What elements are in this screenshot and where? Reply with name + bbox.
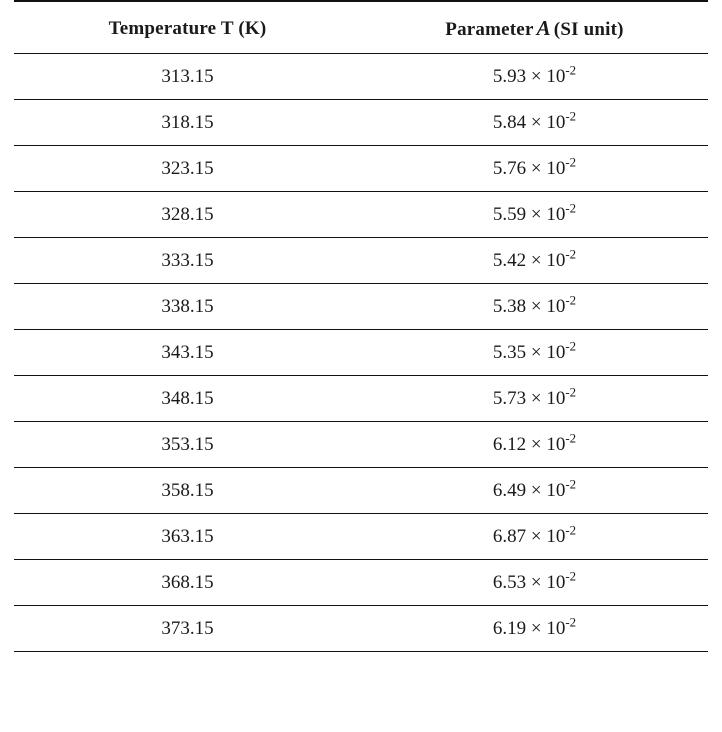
base: 10 bbox=[546, 618, 566, 639]
cell-temperature: 348.15 bbox=[14, 376, 361, 422]
cell-parameter-value bbox=[361, 54, 708, 100]
exponent: -2 bbox=[565, 108, 577, 124]
exponent: -2 bbox=[565, 62, 577, 78]
cell-parameter-value bbox=[361, 192, 708, 238]
table-row bbox=[14, 468, 708, 514]
exponent: -2 bbox=[565, 522, 577, 538]
cell-temperature: 363.15 bbox=[14, 514, 361, 560]
table-header-row bbox=[14, 1, 708, 54]
scientific-notation-value bbox=[492, 614, 577, 639]
exponent: -2 bbox=[565, 430, 577, 446]
scientific-notation-value bbox=[492, 108, 577, 133]
table-row bbox=[14, 606, 708, 652]
column-header-temperature-label: Temperature T (K) bbox=[108, 17, 267, 39]
scientific-notation-value bbox=[492, 338, 577, 363]
parameter-symbol: A bbox=[536, 16, 551, 40]
cell-temperature: 338.15 bbox=[14, 284, 361, 330]
column-header-parameter-label bbox=[445, 16, 623, 41]
base: 10 bbox=[546, 158, 566, 179]
table-row bbox=[14, 192, 708, 238]
mantissa: 5.42 bbox=[492, 250, 527, 271]
table-row bbox=[14, 330, 708, 376]
multiplication-sign: × bbox=[526, 618, 547, 639]
cell-temperature: 318.15 bbox=[14, 100, 361, 146]
base: 10 bbox=[546, 296, 566, 317]
mantissa: 6.53 bbox=[492, 572, 527, 593]
cell-temperature: 358.15 bbox=[14, 468, 361, 514]
multiplication-sign: × bbox=[526, 480, 547, 501]
cell-parameter-value bbox=[361, 468, 708, 514]
table-row bbox=[14, 238, 708, 284]
scientific-notation-value bbox=[492, 154, 577, 179]
cell-parameter-value bbox=[361, 100, 708, 146]
table-row bbox=[14, 100, 708, 146]
base: 10 bbox=[546, 572, 566, 593]
parameter-unit-text: (SI unit) bbox=[553, 19, 624, 40]
scientific-notation-value bbox=[492, 62, 577, 87]
base: 10 bbox=[546, 112, 566, 133]
base: 10 bbox=[546, 526, 566, 547]
cell-temperature: 373.15 bbox=[14, 606, 361, 652]
mantissa: 5.84 bbox=[492, 112, 527, 133]
cell-temperature: 313.15 bbox=[14, 54, 361, 100]
base: 10 bbox=[546, 204, 566, 225]
scientific-notation-value bbox=[492, 430, 577, 455]
exponent: -2 bbox=[565, 384, 577, 400]
cell-parameter-value bbox=[361, 284, 708, 330]
exponent: -2 bbox=[565, 154, 577, 170]
scientific-notation-value bbox=[492, 246, 577, 271]
cell-parameter-value bbox=[361, 146, 708, 192]
exponent: -2 bbox=[565, 246, 577, 262]
multiplication-sign: × bbox=[526, 388, 547, 409]
mantissa: 6.87 bbox=[492, 526, 527, 547]
base: 10 bbox=[546, 480, 566, 501]
cell-temperature: 368.15 bbox=[14, 560, 361, 606]
exponent: -2 bbox=[565, 614, 577, 630]
mantissa: 6.12 bbox=[492, 434, 527, 455]
table-row bbox=[14, 560, 708, 606]
cell-parameter-value bbox=[361, 560, 708, 606]
parameter-table bbox=[14, 0, 708, 652]
exponent: -2 bbox=[565, 476, 577, 492]
cell-parameter-value bbox=[361, 376, 708, 422]
multiplication-sign: × bbox=[526, 342, 547, 363]
mantissa: 5.59 bbox=[492, 204, 527, 225]
multiplication-sign: × bbox=[526, 250, 547, 271]
base: 10 bbox=[546, 388, 566, 409]
exponent: -2 bbox=[565, 568, 577, 584]
base: 10 bbox=[546, 434, 566, 455]
cell-parameter-value bbox=[361, 422, 708, 468]
mantissa: 5.38 bbox=[492, 296, 527, 317]
multiplication-sign: × bbox=[526, 204, 547, 225]
scientific-notation-value bbox=[492, 384, 577, 409]
multiplication-sign: × bbox=[526, 112, 547, 133]
cell-temperature: 323.15 bbox=[14, 146, 361, 192]
cell-temperature: 333.15 bbox=[14, 238, 361, 284]
mantissa: 6.19 bbox=[492, 618, 527, 639]
multiplication-sign: × bbox=[526, 434, 547, 455]
base: 10 bbox=[546, 250, 566, 271]
table-body bbox=[14, 54, 708, 652]
scientific-notation-value bbox=[492, 292, 577, 317]
parameter-prefix-text: Parameter bbox=[445, 19, 534, 40]
table-row bbox=[14, 422, 708, 468]
mantissa: 6.49 bbox=[492, 480, 527, 501]
table-row bbox=[14, 284, 708, 330]
table-row bbox=[14, 514, 708, 560]
table-row bbox=[14, 376, 708, 422]
cell-temperature: 343.15 bbox=[14, 330, 361, 376]
cell-parameter-value bbox=[361, 606, 708, 652]
cell-temperature: 328.15 bbox=[14, 192, 361, 238]
multiplication-sign: × bbox=[526, 158, 547, 179]
column-header-temperature bbox=[14, 1, 361, 54]
exponent: -2 bbox=[565, 200, 577, 216]
column-header-parameter bbox=[361, 1, 708, 54]
table-row bbox=[14, 54, 708, 100]
multiplication-sign: × bbox=[526, 66, 547, 87]
table-row bbox=[14, 146, 708, 192]
cell-parameter-value bbox=[361, 238, 708, 284]
cell-parameter-value bbox=[361, 330, 708, 376]
cell-parameter-value bbox=[361, 514, 708, 560]
multiplication-sign: × bbox=[526, 572, 547, 593]
mantissa: 5.93 bbox=[492, 66, 527, 87]
multiplication-sign: × bbox=[526, 526, 547, 547]
exponent: -2 bbox=[565, 338, 577, 354]
scientific-notation-value bbox=[492, 200, 577, 225]
table-header bbox=[14, 1, 708, 54]
mantissa: 5.35 bbox=[492, 342, 527, 363]
exponent: -2 bbox=[565, 292, 577, 308]
scientific-notation-value bbox=[492, 568, 577, 593]
mantissa: 5.73 bbox=[492, 388, 527, 409]
base: 10 bbox=[546, 342, 566, 363]
scientific-notation-value bbox=[492, 522, 577, 547]
multiplication-sign: × bbox=[526, 296, 547, 317]
scientific-notation-value bbox=[492, 476, 577, 501]
mantissa: 5.76 bbox=[492, 158, 527, 179]
cell-temperature: 353.15 bbox=[14, 422, 361, 468]
base: 10 bbox=[546, 66, 566, 87]
